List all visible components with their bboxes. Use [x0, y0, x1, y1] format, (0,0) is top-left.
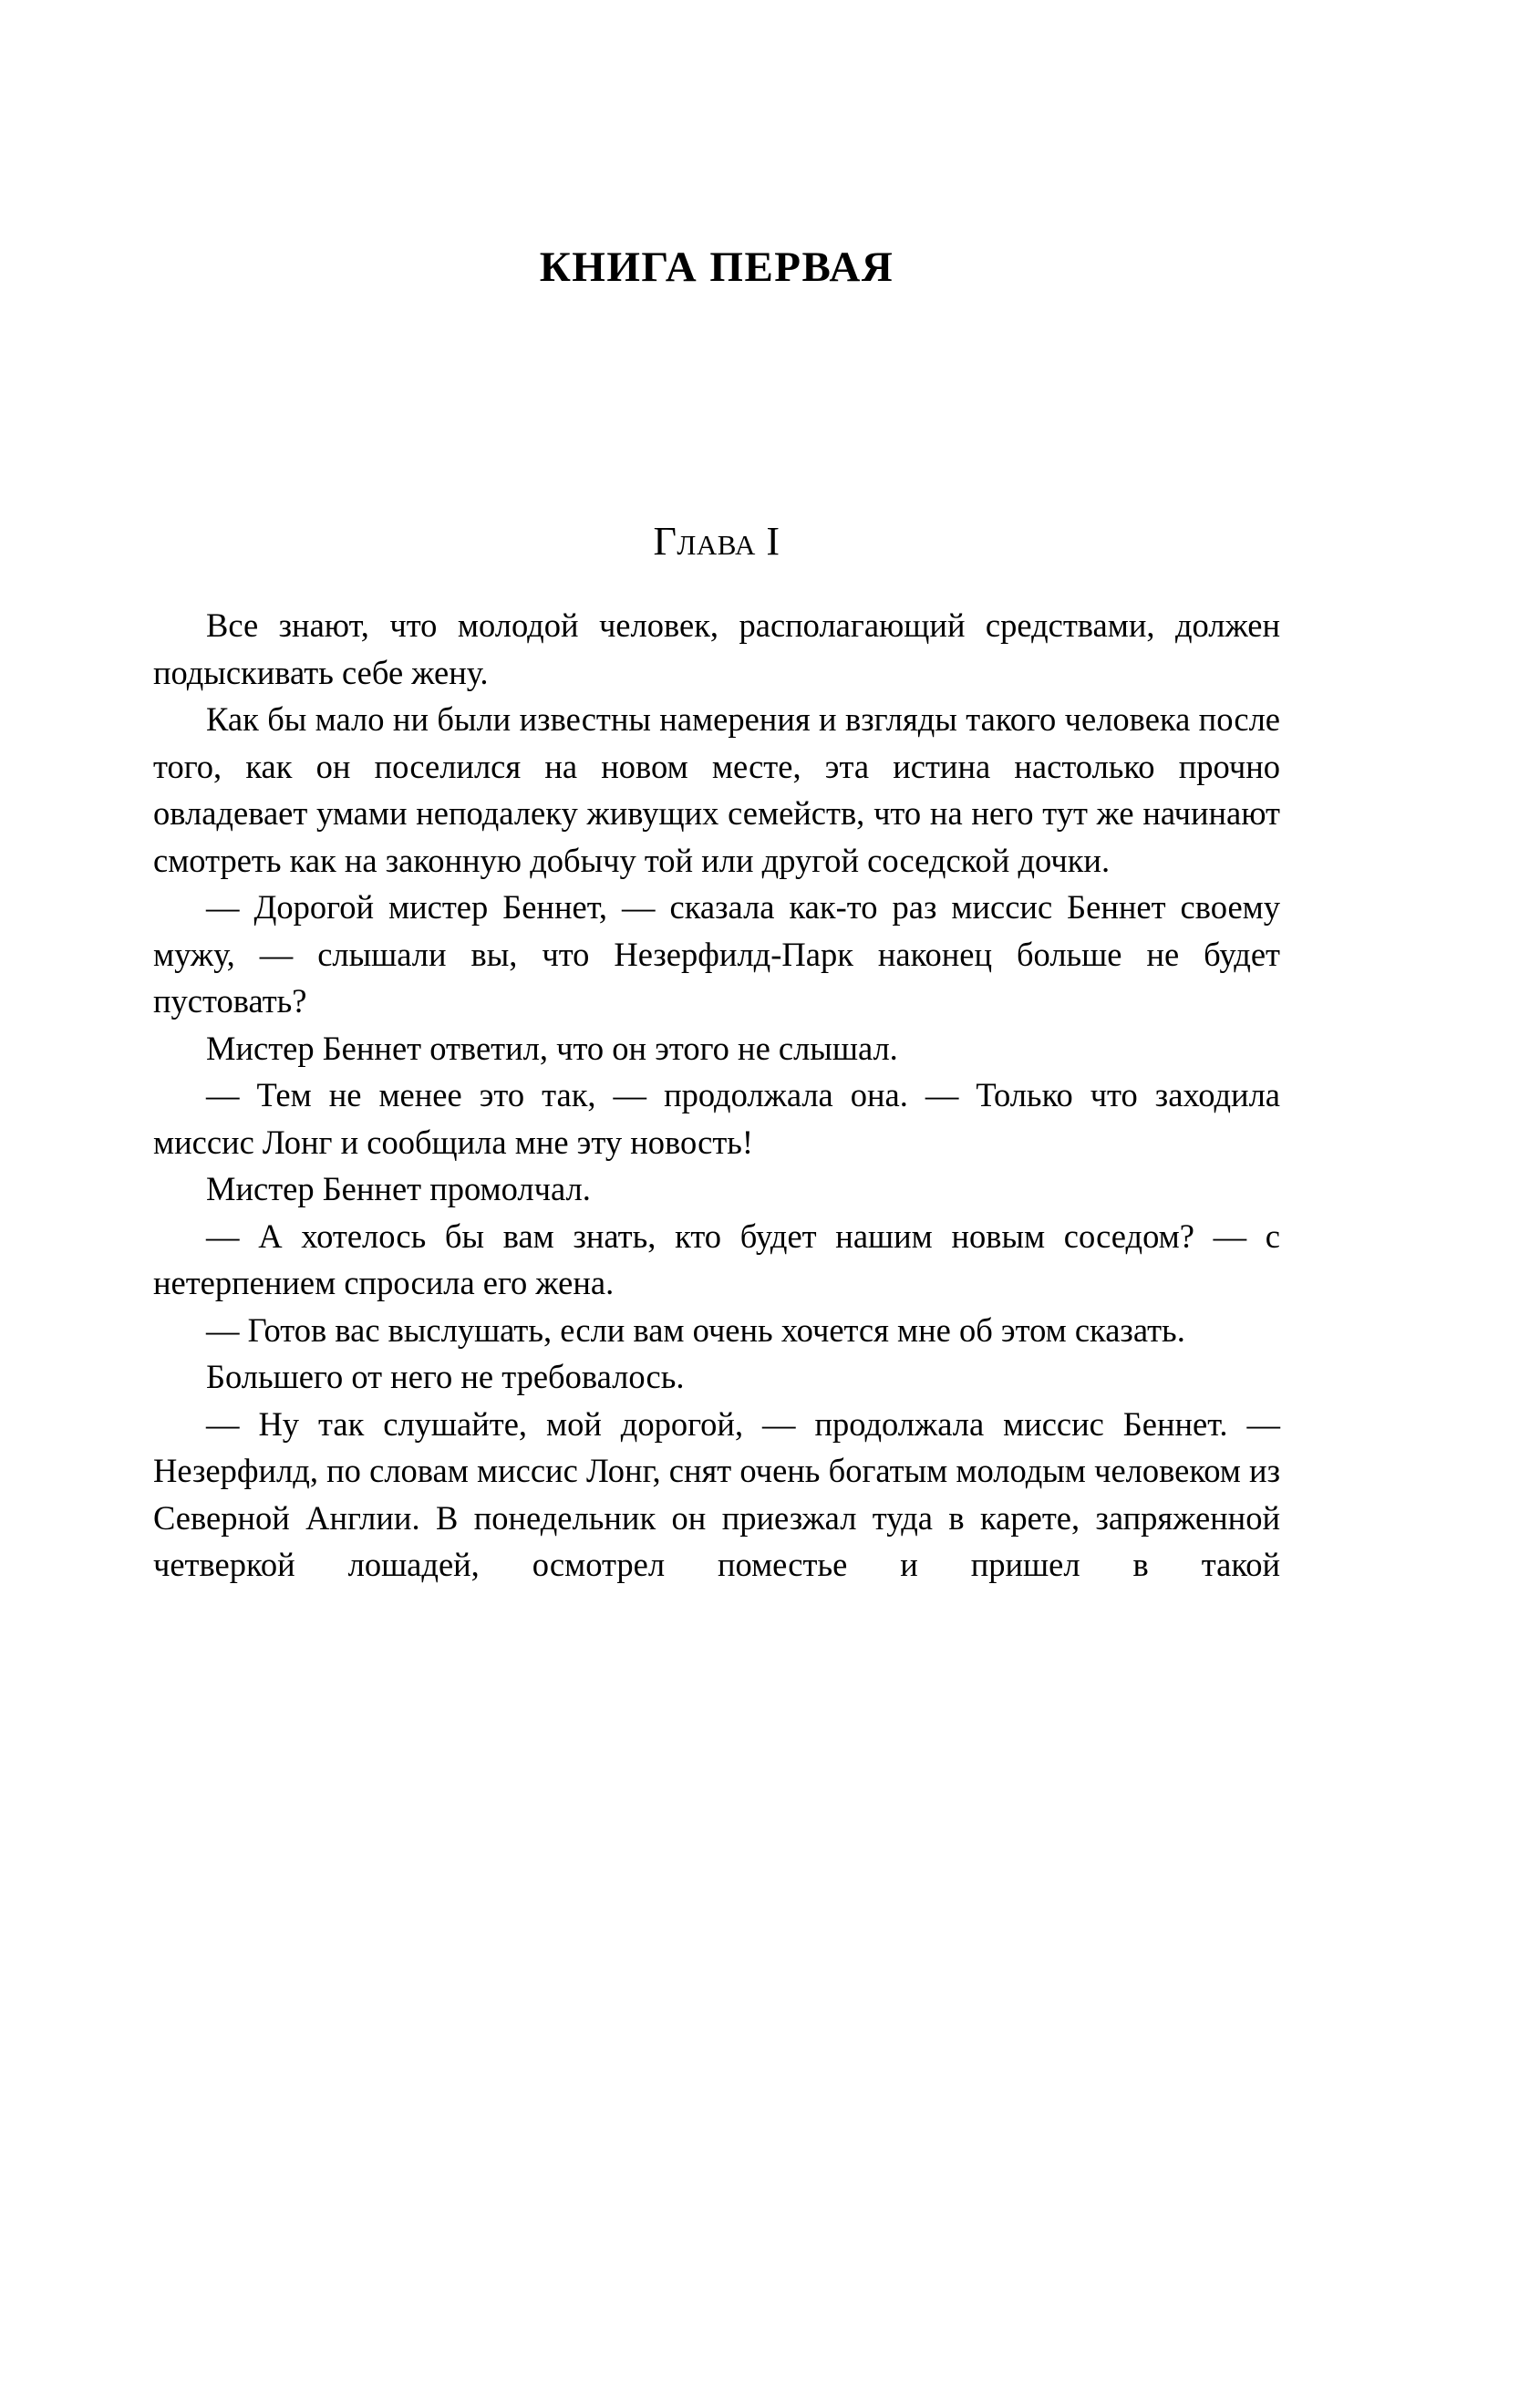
paragraph: Как бы мало ни были известны намерения и взгляды такого человека после того, как он поселился на новом месте, эта истина настолько прочно овладевает умами неподалеку живущих семейств, что на него тут же начинают смотреть как на законную добычу той или другой соседской дочки. — [153, 700, 1280, 879]
chapter-body — [153, 564, 1280, 1635]
chapter-heading — [153, 292, 1280, 564]
paragraph: Все знают, что молодой человек, располагающий средствами, должен подыскивать себе жену. — [153, 606, 1280, 691]
page-text-block — [153, 0, 1280, 1635]
chapter-heading-numeral: I — [766, 518, 780, 564]
chapter-heading-word: Глава — [653, 518, 767, 564]
paragraph: — А хотелось бы вам знать, кто будет нашим новым соседом? — с нетерпением спросила его жена. — [153, 1217, 1280, 1302]
paragraph: — Ну так слушайте, мой дорогой, — продолжала миссис Беннет. — Незерфилд, по словам миссис Лонг, снят очень богатым молодым человеком из Северной Англии. В понедельник он приезжал туда в карете, запряженной четверкой лошадей, осмотрел поместье и пришел в такой — [153, 1404, 1280, 1584]
paragraph: — Готов вас выслушать, если вам очень хочется мне об этом сказать. — [206, 1310, 1185, 1349]
paragraph: Мистер Беннет ответил, что он этого не слышал. — [206, 1029, 898, 1067]
paragraph: Мистер Беннет промолчал. — [206, 1170, 591, 1208]
paragraph: — Тем не менее это так, — продолжала она. — Только что заходила миссис Лонг и сообщила мне эту новость! — [153, 1076, 1280, 1161]
book-part-title: КНИГА ПЕРВАЯ — [539, 243, 894, 291]
paragraph: Большего от него не требовалось. — [206, 1358, 685, 1396]
paragraph: — Дорогой мистер Беннет, — сказала как-то раз миссис Беннет своему мужу, — слышали вы, что Незерфилд-Парк наконец больше не будет пустовать? — [153, 888, 1280, 1020]
